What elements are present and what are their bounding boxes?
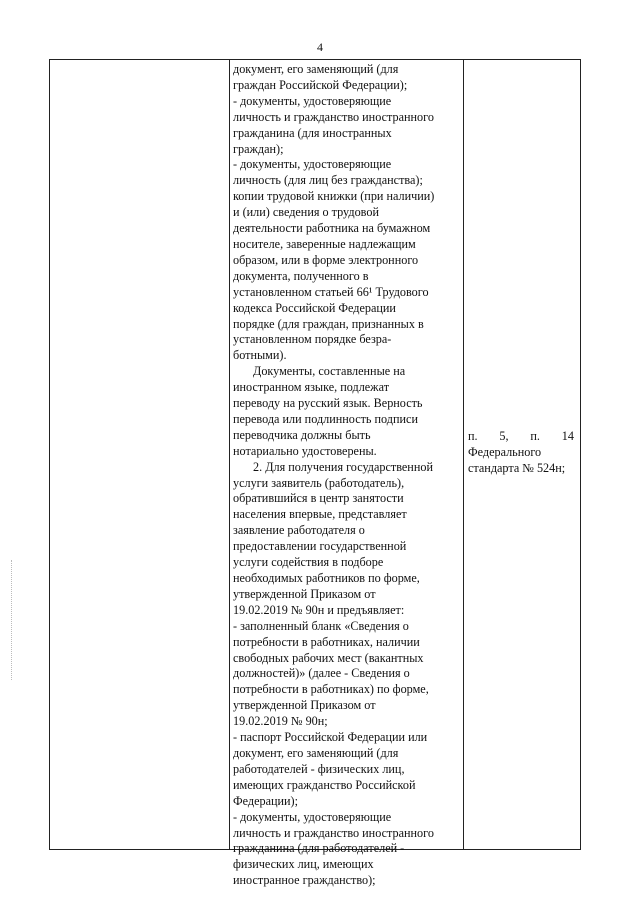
- text-line: иностранном языке, подлежат: [233, 380, 390, 395]
- text-line: 19.02.2019 № 90н и предъявляет:: [233, 602, 405, 617]
- text-line: образом, или в форме электронного: [233, 252, 419, 267]
- text-line: личность (для лиц без гражданства);: [233, 173, 423, 188]
- text-line: порядке (для граждан, признанных в: [233, 316, 424, 331]
- reference-part: п.: [530, 429, 540, 443]
- column-divider-right: [463, 60, 464, 849]
- reference-line: стандарта № 524н;: [468, 460, 566, 475]
- text-line: граждан);: [233, 141, 284, 156]
- text-line: гражданина (для иностранных: [233, 125, 392, 140]
- reference-line: Федерального: [468, 444, 542, 459]
- reference-part: п.: [468, 429, 478, 443]
- translation-note: [233, 364, 460, 459]
- text-line: ботными).: [233, 348, 287, 363]
- text-line: деятельности работника на бумажном: [233, 221, 431, 236]
- text-line: Документы, составленные на: [253, 364, 406, 379]
- text-line: личность и гражданство иностранного: [233, 109, 434, 124]
- text-line: услуги заявитель (работодатель),: [233, 475, 405, 490]
- text-line: - заполненный бланк «Сведения о: [233, 618, 409, 633]
- text-line: - документы, удостоверяющие: [233, 157, 392, 172]
- text-line: работодателей - физических лиц,: [233, 761, 405, 776]
- documents-list-continued: [233, 62, 460, 364]
- text-line: предоставлении государственной: [233, 539, 407, 554]
- text-line: утвержденной Приказом от: [233, 586, 376, 601]
- text-line: установленном порядке безра-: [233, 332, 392, 347]
- margin-mark: [11, 560, 12, 680]
- reference-part: 14: [561, 429, 574, 443]
- text-line: 2. Для получения государственной: [253, 459, 433, 474]
- text-line: имеющих гражданство Российской: [233, 777, 416, 792]
- text-line: иностранное гражданство);: [233, 873, 376, 888]
- text-line: свободных рабочих мест (вакантных: [233, 650, 424, 665]
- text-line: установленном статьей 66¹ Трудового: [233, 284, 429, 299]
- reference-part: 5,: [499, 429, 509, 443]
- text-line: физических лиц, имеющих: [233, 857, 374, 872]
- text-line: носителе, заверенные надлежащим: [233, 236, 416, 251]
- reference-line: [468, 429, 574, 445]
- text-line: - документы, удостоверяющие: [233, 809, 392, 824]
- text-line: обратившийся в центр занятости: [233, 491, 404, 506]
- text-line: должностей)» (далее - Сведения о: [233, 666, 410, 681]
- text-line: документа, полученного в: [233, 268, 369, 283]
- document-table: [49, 59, 581, 888]
- text-line: заявление работодателя о: [233, 523, 365, 538]
- column-divider-left: [229, 60, 230, 849]
- text-line: населения впервые, представляет: [233, 507, 407, 522]
- text-line: - документы, удостоверяющие: [233, 93, 392, 108]
- text-line: переводчика должны быть: [233, 427, 371, 442]
- text-line: потребности в работниках, наличии: [233, 634, 420, 649]
- legal-reference-column: [468, 429, 574, 477]
- text-line: и (или) сведения о трудовой: [233, 205, 379, 220]
- text-line: кодекса Российской Федерации: [233, 300, 396, 315]
- text-line: граждан Российской Федерации);: [233, 77, 408, 92]
- text-line: гражданина (для работодателей -: [233, 841, 405, 856]
- text-line: перевода или подлинность подписи: [233, 411, 418, 426]
- text-line: утвержденной Приказом от: [233, 698, 376, 713]
- page-number: 4: [317, 40, 323, 54]
- text-line: документ, его заменяющий (для: [233, 745, 399, 760]
- text-line: Федерации);: [233, 793, 299, 808]
- text-line: услуги содействия в подборе: [233, 555, 384, 570]
- text-line: копии трудовой книжки (при наличии): [233, 189, 435, 204]
- text-line: потребности в работниках) по форме,: [233, 682, 429, 697]
- text-line: переводу на русский язык. Верность: [233, 396, 423, 411]
- text-line: личность и гражданство иностранного: [233, 825, 434, 840]
- requirements-column: [233, 62, 460, 889]
- text-line: - паспорт Российской Федерации или: [233, 730, 428, 745]
- text-line: документ, его заменяющий (для: [233, 62, 399, 76]
- employer-requirements: [233, 460, 460, 889]
- text-line: необходимых работников по форме,: [233, 571, 420, 585]
- text-line: 19.02.2019 № 90н;: [233, 714, 328, 729]
- text-line: нотариально удостоверены.: [233, 443, 377, 458]
